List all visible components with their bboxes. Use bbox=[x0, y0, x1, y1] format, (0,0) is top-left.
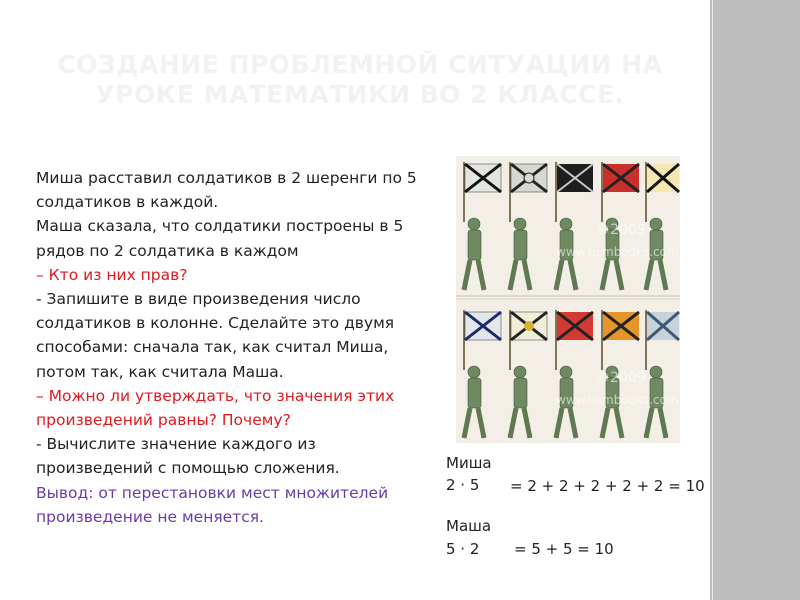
misha-name: Миша bbox=[446, 454, 492, 472]
paragraph-misha-setup: Миша расставил солдатиков в 2 шеренги по 5 солдатиков в каждой. bbox=[36, 169, 417, 212]
slide-title bbox=[40, 50, 680, 110]
watermark-site-bottom: www.usmbooks.com bbox=[556, 393, 679, 407]
slide-title-line-2: УРОКЕ МАТЕМАТИКИ ВО 2 КЛАССЕ. bbox=[95, 80, 625, 109]
masha-sum: = 5 + 5 = 10 bbox=[514, 540, 614, 558]
question-are-values-equal: – Можно ли утверждать, что значения этих произведений равны? Почему? bbox=[36, 386, 395, 430]
misha-expression: 2 · 5 bbox=[446, 476, 480, 494]
paragraph-compute-by-addition: - Вычислите значение каждого из произведений с помощью сложения. bbox=[36, 435, 340, 478]
task-text bbox=[36, 166, 436, 529]
toy-soldiers-photo bbox=[456, 156, 680, 443]
masha-expression: 5 · 2 bbox=[446, 540, 480, 558]
side-decoration-bar bbox=[710, 0, 800, 600]
masha-name: Маша bbox=[446, 517, 492, 535]
question-who-is-right: – Кто из них прав? bbox=[36, 265, 188, 284]
watermark-year-bottom: ©2009 bbox=[596, 370, 646, 386]
toy-soldiers-illustration bbox=[456, 156, 680, 443]
misha-sum: = 2 + 2 + 2 + 2 + 2 = 10 bbox=[510, 477, 705, 495]
slide-title-line-1: СОЗДАНИЕ ПРОБЛЕМНОЙ СИТУАЦИИ НА bbox=[57, 50, 663, 79]
conclusion-text: Вывод: от перестановки мест множителей произведение не меняется. bbox=[36, 483, 389, 526]
side-divider-line bbox=[712, 0, 713, 600]
paragraph-masha-claim: Маша сказала, что солдатики построены в 5 рядов по 2 солдатика в каждом bbox=[36, 217, 404, 260]
watermark-year-top: ©2009 bbox=[596, 222, 646, 238]
watermark-site-top: www.usmbooks.com bbox=[556, 245, 679, 259]
paragraph-write-product: - Запишите в виде произведения число солдатиков в колонне. Сделайте это двумя способами: сначала так, как считал Миша, потом так, как считала Маша. bbox=[36, 290, 395, 381]
